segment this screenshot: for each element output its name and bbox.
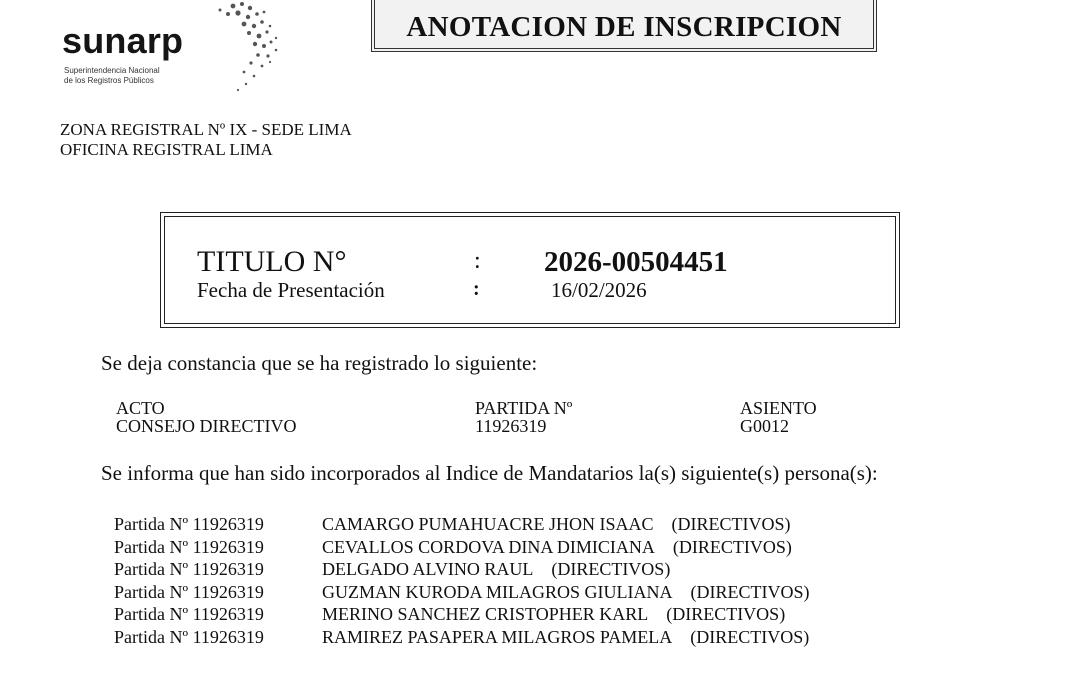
partida-ref: Partida Nº 11926319 — [114, 581, 264, 602]
partida-ref: Partida Nº 11926319 — [114, 536, 264, 557]
person-name: CEVALLOS CORDOVA DINA DIMICIANA — [322, 536, 655, 557]
partida-ref: Partida Nº 11926319 — [114, 514, 264, 534]
person-name: DELGADO ALVINO RAUL — [322, 559, 534, 579]
person-role: (DIRECTIVOS) — [672, 536, 792, 557]
person-entry — [322, 604, 785, 625]
logo-wordmark: sunarp — [62, 20, 184, 61]
sunarp-logo — [58, 0, 268, 100]
document-heading: ANOTACION DE INSCRIPCION — [406, 10, 842, 43]
person-entry — [322, 559, 670, 580]
fecha-value: 16/02/2026 — [551, 278, 647, 302]
person-entry — [322, 627, 809, 648]
document-heading-box — [371, 0, 877, 52]
asiento-value: G0012 — [740, 416, 789, 436]
logo-subtitle-line2: de los Registros Públicos — [64, 76, 154, 85]
person-entry — [322, 537, 792, 558]
person-role: (DIRECTIVOS) — [666, 604, 786, 624]
person-entry — [322, 514, 791, 535]
titulo-label: TITULO N° — [197, 245, 347, 278]
partida-value: 11926319 — [475, 416, 547, 436]
person-name: MERINO SANCHEZ CRISTOPHER KARL — [322, 604, 649, 624]
person-role: (DIRECTIVOS) — [671, 514, 791, 534]
fecha-colon: : — [473, 278, 480, 300]
person-role: (DIRECTIVOS) — [690, 626, 810, 647]
person-name: GUZMAN KURODA MILAGROS GIULIANA — [322, 581, 673, 602]
fecha-label: Fecha de Presentación — [197, 278, 385, 302]
zone-line: ZONA REGISTRAL Nº IX - SEDE LIMA — [60, 120, 352, 139]
person-name: RAMIREZ PASAPERA MILAGROS PAMELA — [322, 626, 673, 647]
titulo-number: 2026-00504451 — [544, 246, 728, 278]
registry-zone — [60, 120, 352, 160]
partida-ref: Partida Nº 11926319 — [114, 626, 264, 647]
person-name: CAMARGO PUMAHUACRE JHON ISAAC — [322, 514, 654, 534]
person-entry — [322, 582, 810, 603]
titulo-colon: : — [474, 248, 481, 274]
office-line: OFICINA REGISTRAL LIMA — [60, 140, 273, 159]
acto-value: CONSEJO DIRECTIVO — [116, 416, 297, 436]
acto-header: ACTO — [116, 398, 165, 418]
logo-subtitle-line1: Superintendencia Nacional — [64, 66, 160, 75]
asiento-header: ASIENTO — [740, 398, 817, 418]
partida-ref: Partida Nº 11926319 — [114, 559, 264, 579]
person-role: (DIRECTIVOS) — [551, 559, 671, 579]
inform-text: Se informa que han sido incorporados al Indice de Mandatarios la(s) siguiente(s) persona(s): — [101, 461, 878, 485]
partida-ref: Partida Nº 11926319 — [114, 604, 264, 624]
person-role: (DIRECTIVOS) — [690, 581, 810, 602]
partida-header: PARTIDA Nº — [475, 398, 573, 418]
intro-text: Se deja constancia que se ha registrado lo siguiente: — [101, 351, 538, 375]
logo-subtitle — [64, 66, 204, 86]
